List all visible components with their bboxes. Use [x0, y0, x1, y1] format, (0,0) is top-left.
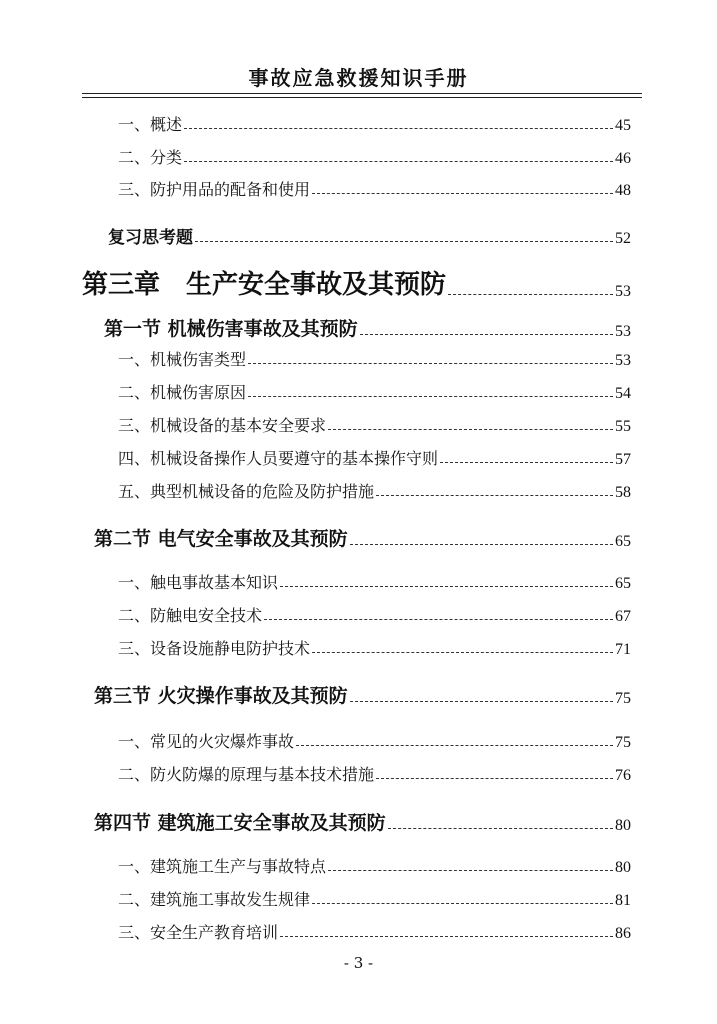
- toc-entry-page: 52: [615, 230, 631, 247]
- toc-section: [94, 808, 631, 835]
- toc-entry-page: 75: [615, 690, 631, 707]
- header-rule-thin: [82, 97, 642, 98]
- toc-entry-page: 80: [615, 817, 631, 834]
- toc-entry-title: 第三节 火灾操作事故及其预防: [94, 685, 348, 707]
- dot-leader: [280, 586, 613, 587]
- toc-entry-title: 第二节 电气安全事故及其预防: [94, 528, 348, 550]
- dot-leader: [184, 161, 613, 162]
- toc-item: [118, 112, 631, 135]
- dot-leader: [376, 778, 613, 779]
- toc-entry-page: 65: [615, 533, 631, 550]
- toc-entry-page: 57: [615, 451, 631, 468]
- toc-entry-title: 第四节 建筑施工安全事故及其预防: [94, 812, 386, 834]
- toc-item: [118, 145, 631, 168]
- toc-entry-page: 45: [615, 117, 631, 134]
- toc-entry-page: 76: [615, 767, 631, 784]
- toc-entry-page: 53: [615, 352, 631, 369]
- toc-entry-title: 三、机械设备的基本安全要求: [118, 416, 327, 435]
- toc-item: [118, 762, 631, 785]
- toc-item: [118, 729, 631, 752]
- toc-entry-title: 三、设备设施静电防护技术: [118, 639, 311, 658]
- dot-leader: [296, 745, 613, 746]
- toc-item: [118, 380, 631, 403]
- toc-entry-page: 53: [615, 283, 631, 300]
- toc-entry-page: 80: [615, 859, 631, 876]
- toc-entry-page: 58: [615, 484, 631, 501]
- dot-leader: [440, 462, 613, 463]
- toc-item: [118, 887, 631, 910]
- toc-entry-title: 二、防火防爆的原理与基本技术措施: [118, 765, 375, 784]
- toc-section: [94, 524, 631, 551]
- toc-item: [118, 446, 631, 469]
- toc-item: [118, 570, 631, 593]
- toc-entry-title: 二、机械伤害原因: [118, 383, 247, 402]
- toc-entry-title: 第三章 生产安全事故及其预防: [82, 270, 447, 300]
- toc-entry-page: 53: [615, 323, 631, 340]
- toc-entry-title: 三、安全生产教育培训: [118, 923, 279, 942]
- dot-leader: [448, 294, 613, 295]
- dot-leader: [328, 870, 613, 871]
- toc-entry-page: 55: [615, 418, 631, 435]
- dot-leader: [350, 701, 613, 702]
- toc-entry-page: 46: [615, 150, 631, 167]
- toc-entry-title: 复习思考题: [108, 228, 193, 248]
- dot-leader: [264, 619, 613, 620]
- toc-entry-page: 86: [615, 925, 631, 942]
- toc-item: [118, 347, 631, 370]
- page-number: - 3 -: [343, 954, 374, 972]
- toc-entry-page: 65: [615, 575, 631, 592]
- toc-review: [108, 223, 631, 248]
- dot-leader: [360, 334, 613, 335]
- toc-entry-title: 二、分类: [118, 148, 183, 167]
- dot-leader: [350, 544, 613, 545]
- toc-item: [118, 413, 631, 436]
- toc-entry-title: 第一节 机械伤害事故及其预防: [104, 318, 358, 340]
- dot-leader: [248, 396, 613, 397]
- dot-leader: [376, 495, 613, 496]
- toc-entry-title: 三、防护用品的配备和使用: [118, 180, 311, 199]
- dot-leader: [248, 363, 613, 364]
- dot-leader: [388, 828, 613, 829]
- toc-entry-title: 五、典型机械设备的危险及防护措施: [118, 482, 375, 501]
- header-rule: [82, 93, 642, 94]
- toc-entry-title: 一、概述: [118, 115, 183, 134]
- toc-entry-title: 一、触电事故基本知识: [118, 573, 279, 592]
- toc-item: [118, 177, 631, 200]
- toc-section: [94, 681, 631, 708]
- toc-entry-page: 54: [615, 385, 631, 402]
- dot-leader: [184, 128, 613, 129]
- toc-item: [118, 479, 631, 502]
- dot-leader: [195, 241, 613, 242]
- toc-chapter: [82, 264, 631, 301]
- toc-item: [118, 603, 631, 626]
- toc-entry-page: 75: [615, 734, 631, 751]
- toc-entry-title: 一、建筑施工生产与事故特点: [118, 857, 327, 876]
- dot-leader: [280, 936, 613, 937]
- toc-entry-title: 一、机械伤害类型: [118, 350, 247, 369]
- toc-entry-title: 二、防触电安全技术: [118, 606, 263, 625]
- toc-entry-page: 81: [615, 892, 631, 909]
- toc-entry-title: 二、建筑施工事故发生规律: [118, 890, 311, 909]
- dot-leader: [312, 193, 613, 194]
- dot-leader: [328, 429, 613, 430]
- toc-entry-title: 一、常见的火灾爆炸事故: [118, 732, 295, 751]
- toc-item: [118, 854, 631, 877]
- toc-entry-page: 48: [615, 182, 631, 199]
- toc-entry-page: 67: [615, 608, 631, 625]
- dot-leader: [312, 652, 613, 653]
- toc-section: [104, 314, 631, 341]
- toc-entry-page: 71: [615, 641, 631, 658]
- toc-item: [118, 920, 631, 943]
- toc-entry-title: 四、机械设备操作人员要遵守的基本操作守则: [118, 449, 439, 468]
- toc-item: [118, 636, 631, 659]
- page-header-title: 事故应急救援知识手册: [248, 66, 469, 90]
- dot-leader: [312, 903, 613, 904]
